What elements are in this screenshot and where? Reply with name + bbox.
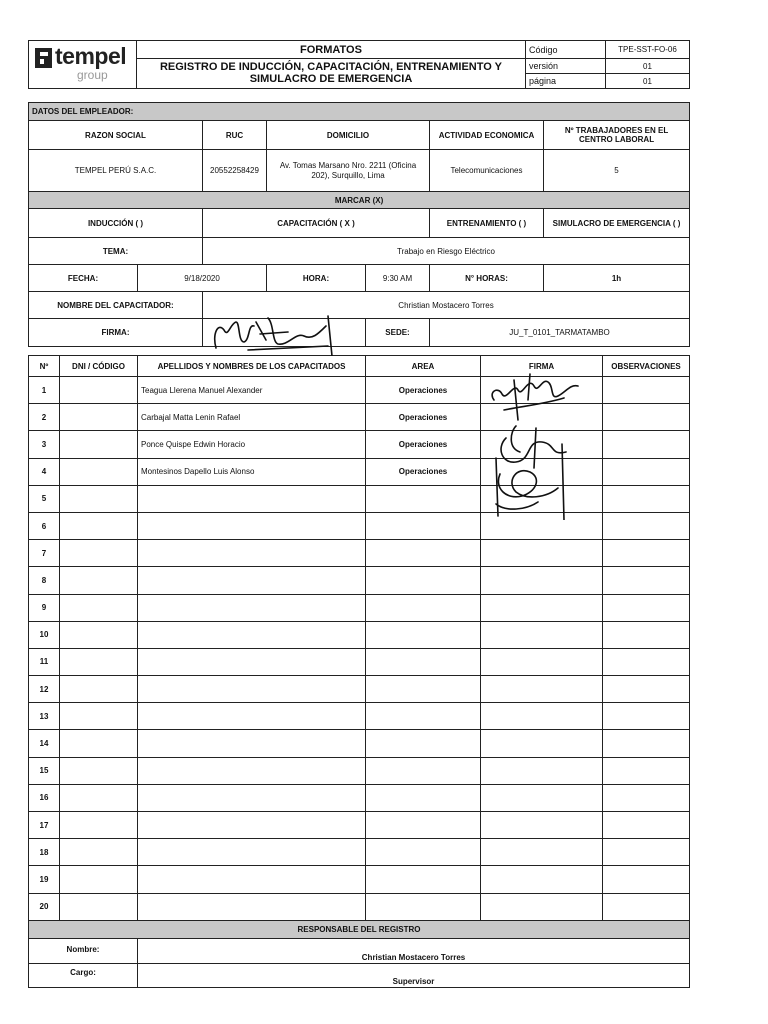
col-ruc: RUC [203, 121, 267, 150]
row-nombre [138, 594, 366, 621]
row-observaciones [603, 485, 690, 512]
row-nombre [138, 784, 366, 811]
codigo-label: Código [526, 41, 606, 59]
row-dni [60, 812, 138, 839]
participant-row [29, 676, 690, 703]
row-observaciones [603, 567, 690, 594]
participant-row [29, 757, 690, 784]
participant-rows [29, 377, 690, 921]
row-dni [60, 485, 138, 512]
tema-value: Trabajo en Riesgo Eléctrico [203, 238, 690, 265]
row-number: 17 [29, 812, 60, 839]
sede-label: SEDE: [366, 319, 430, 347]
row-dni [60, 757, 138, 784]
row-area [366, 512, 481, 539]
row-nombre [138, 812, 366, 839]
row-dni [60, 621, 138, 648]
responsable-nombre-value: Christian Mostacero Torres [138, 939, 690, 964]
induccion-checkbox[interactable]: INDUCCIÓN ( ) [29, 209, 203, 238]
hora-label: HORA: [267, 265, 366, 292]
row-nombre [138, 676, 366, 703]
row-number: 19 [29, 866, 60, 893]
row-observaciones [603, 866, 690, 893]
row-observaciones [603, 648, 690, 675]
row-observaciones [603, 703, 690, 730]
row-observaciones [603, 730, 690, 757]
row-firma [481, 540, 603, 567]
entrenamiento-checkbox[interactable]: ENTRENAMIENTO ( ) [430, 209, 544, 238]
row-number: 14 [29, 730, 60, 757]
codigo-value: TPE-SST-FO-06 [606, 41, 690, 59]
row-number: 15 [29, 757, 60, 784]
row-area [366, 648, 481, 675]
row-number: 9 [29, 594, 60, 621]
row-dni [60, 540, 138, 567]
row-firma [481, 839, 603, 866]
row-area: Operaciones [366, 377, 481, 404]
participant-row [29, 458, 690, 485]
domicilio-value: Av. Tomas Marsano Nro. 2211 (Oficina 202), Surquillo, Lima [267, 150, 430, 192]
row-firma [481, 567, 603, 594]
row-dni [60, 458, 138, 485]
row-area [366, 893, 481, 920]
row-nombre: Carbajal Matta Lenin Rafael [138, 404, 366, 431]
row-number: 4 [29, 458, 60, 485]
row-nombre [138, 567, 366, 594]
participant-row [29, 377, 690, 404]
row-number: 18 [29, 839, 60, 866]
responsable-cargo-label: Cargo: [29, 964, 138, 988]
horas-label: N° HORAS: [430, 265, 544, 292]
row-nombre: Teagua Llerena Manuel Alexander [138, 377, 366, 404]
row-dni [60, 594, 138, 621]
capacitacion-checkbox[interactable]: CAPACITACIÓN ( X ) [203, 209, 430, 238]
col-nombres: APELLIDOS Y NOMBRES DE LOS CAPACITADOS [138, 356, 366, 377]
row-number: 16 [29, 784, 60, 811]
razon-social-value: TEMPEL PERÚ S.A.C. [29, 150, 203, 192]
row-observaciones [603, 676, 690, 703]
col-actividad: ACTIVIDAD ECONOMICA [430, 121, 544, 150]
participant-row [29, 485, 690, 512]
row-number: 1 [29, 377, 60, 404]
tempel-logo [35, 45, 131, 87]
participant-row [29, 594, 690, 621]
capacitador-signature [208, 312, 340, 356]
participant-row [29, 812, 690, 839]
row-firma [481, 648, 603, 675]
version-value: 01 [606, 59, 690, 74]
row-area [366, 784, 481, 811]
participant-row [29, 866, 690, 893]
row-number: 10 [29, 621, 60, 648]
row-area [366, 540, 481, 567]
row-area [366, 730, 481, 757]
participant-row [29, 784, 690, 811]
row-area [366, 703, 481, 730]
participant-row [29, 730, 690, 757]
row-firma [481, 784, 603, 811]
version-label: versión [526, 59, 606, 74]
col-area: AREA [366, 356, 481, 377]
row-nombre [138, 621, 366, 648]
col-observaciones: OBSERVACIONES [603, 356, 690, 377]
row-dni [60, 567, 138, 594]
row-dni [60, 839, 138, 866]
row-observaciones [603, 594, 690, 621]
logo-mark-icon [35, 48, 52, 68]
row-dni [60, 512, 138, 539]
row-dni [60, 893, 138, 920]
employer-form-table [28, 102, 690, 347]
row-area [366, 839, 481, 866]
row-nombre [138, 648, 366, 675]
row-number: 13 [29, 703, 60, 730]
fecha-value: 9/18/2020 [138, 265, 267, 292]
capacitador-label: NOMBRE DEL CAPACITADOR: [29, 292, 203, 319]
row-observaciones [603, 377, 690, 404]
row-number: 2 [29, 404, 60, 431]
participants-table [28, 355, 690, 921]
row-dni [60, 866, 138, 893]
row-number: 20 [29, 893, 60, 920]
row-dni [60, 784, 138, 811]
participant-row [29, 512, 690, 539]
participant-row [29, 893, 690, 920]
sede-value: JU_T_0101_TARMATAMBO [430, 319, 690, 347]
row-nombre [138, 866, 366, 893]
col-numero: Nº [29, 356, 60, 377]
col-firma: FIRMA [481, 356, 603, 377]
col-trabajadores: Nº TRABAJADORES EN EL CENTRO LABORAL [544, 121, 690, 150]
row-observaciones [603, 893, 690, 920]
col-domicilio: DOMICILIO [267, 121, 430, 150]
row-area [366, 812, 481, 839]
row-area [366, 866, 481, 893]
marcar-title: MARCAR (X) [29, 192, 690, 209]
row-dni [60, 730, 138, 757]
trabajadores-value: 5 [544, 150, 690, 192]
participant-row [29, 404, 690, 431]
participant-row [29, 431, 690, 458]
row-nombre: Montesinos Dapello Luis Alonso [138, 458, 366, 485]
row-dni [60, 676, 138, 703]
datos-empleador-title: DATOS DEL EMPLEADOR: [29, 103, 690, 121]
row-firma [481, 866, 603, 893]
row-nombre [138, 485, 366, 512]
row-observaciones [603, 812, 690, 839]
row-number: 12 [29, 676, 60, 703]
row-observaciones [603, 784, 690, 811]
row-number: 6 [29, 512, 60, 539]
row-nombre [138, 512, 366, 539]
row-firma [481, 594, 603, 621]
document-title: REGISTRO DE INDUCCIÓN, CAPACITACIÓN, ENTRENAMIENTO Y SIMULACRO DE EMERGENCIA [137, 59, 526, 89]
row-area: Operaciones [366, 404, 481, 431]
row-firma [481, 621, 603, 648]
row-firma [481, 676, 603, 703]
row-area [366, 594, 481, 621]
row-area [366, 621, 481, 648]
row-dni [60, 404, 138, 431]
firma-label: FIRMA: [29, 319, 203, 347]
responsable-cargo-value: Supervisor [138, 964, 690, 988]
row-area [366, 757, 481, 784]
row-dni [60, 431, 138, 458]
pagina-label: página [526, 74, 606, 89]
participant-row [29, 567, 690, 594]
row-observaciones [603, 540, 690, 567]
ruc-value: 20552258429 [203, 150, 267, 192]
row-dni [60, 703, 138, 730]
row-area [366, 567, 481, 594]
row-number: 8 [29, 567, 60, 594]
responsable-table [28, 920, 690, 988]
row-observaciones [603, 757, 690, 784]
row-dni [60, 377, 138, 404]
row-observaciones [603, 404, 690, 431]
formatos-label: FORMATOS [137, 41, 526, 59]
row-nombre [138, 757, 366, 784]
responsable-title: RESPONSABLE DEL REGISTRO [29, 921, 690, 939]
responsable-nombre-label: Nombre: [29, 939, 138, 964]
actividad-value: Telecomunicaciones [430, 150, 544, 192]
row-firma [481, 757, 603, 784]
header-table [28, 40, 690, 89]
tema-label: TEMA: [29, 238, 203, 265]
col-razon-social: RAZON SOCIAL [29, 121, 203, 150]
row-observaciones [603, 839, 690, 866]
row-observaciones [603, 458, 690, 485]
row-nombre [138, 893, 366, 920]
participant-signature-2 [486, 408, 576, 520]
row-nombre [138, 540, 366, 567]
capacitador-value: Christian Mostacero Torres [203, 292, 690, 319]
simulacro-checkbox[interactable]: SIMULACRO DE EMERGENCIA ( ) [544, 209, 690, 238]
row-nombre [138, 730, 366, 757]
row-nombre: Ponce Quispe Edwin Horacio [138, 431, 366, 458]
pagina-value: 01 [606, 74, 690, 89]
row-number: 5 [29, 485, 60, 512]
participant-row [29, 648, 690, 675]
participant-row [29, 621, 690, 648]
row-observaciones [603, 512, 690, 539]
row-observaciones [603, 431, 690, 458]
row-observaciones [603, 621, 690, 648]
row-firma [481, 703, 603, 730]
row-nombre [138, 839, 366, 866]
row-area [366, 676, 481, 703]
row-number: 3 [29, 431, 60, 458]
row-area: Operaciones [366, 431, 481, 458]
participant-row [29, 839, 690, 866]
logo-brand: tempel [55, 43, 127, 69]
row-area [366, 485, 481, 512]
row-dni [60, 648, 138, 675]
row-firma [481, 812, 603, 839]
horas-value: 1h [544, 265, 690, 292]
row-number: 7 [29, 540, 60, 567]
row-number: 11 [29, 648, 60, 675]
fecha-label: FECHA: [29, 265, 138, 292]
participant-row [29, 540, 690, 567]
row-firma [481, 893, 603, 920]
row-firma [481, 730, 603, 757]
col-dni: DNI / CÓDIGO [60, 356, 138, 377]
row-area: Operaciones [366, 458, 481, 485]
participant-row [29, 703, 690, 730]
logo-sub: group [77, 68, 108, 82]
row-nombre [138, 703, 366, 730]
logo-cell [29, 41, 137, 89]
hora-value: 9:30 AM [366, 265, 430, 292]
